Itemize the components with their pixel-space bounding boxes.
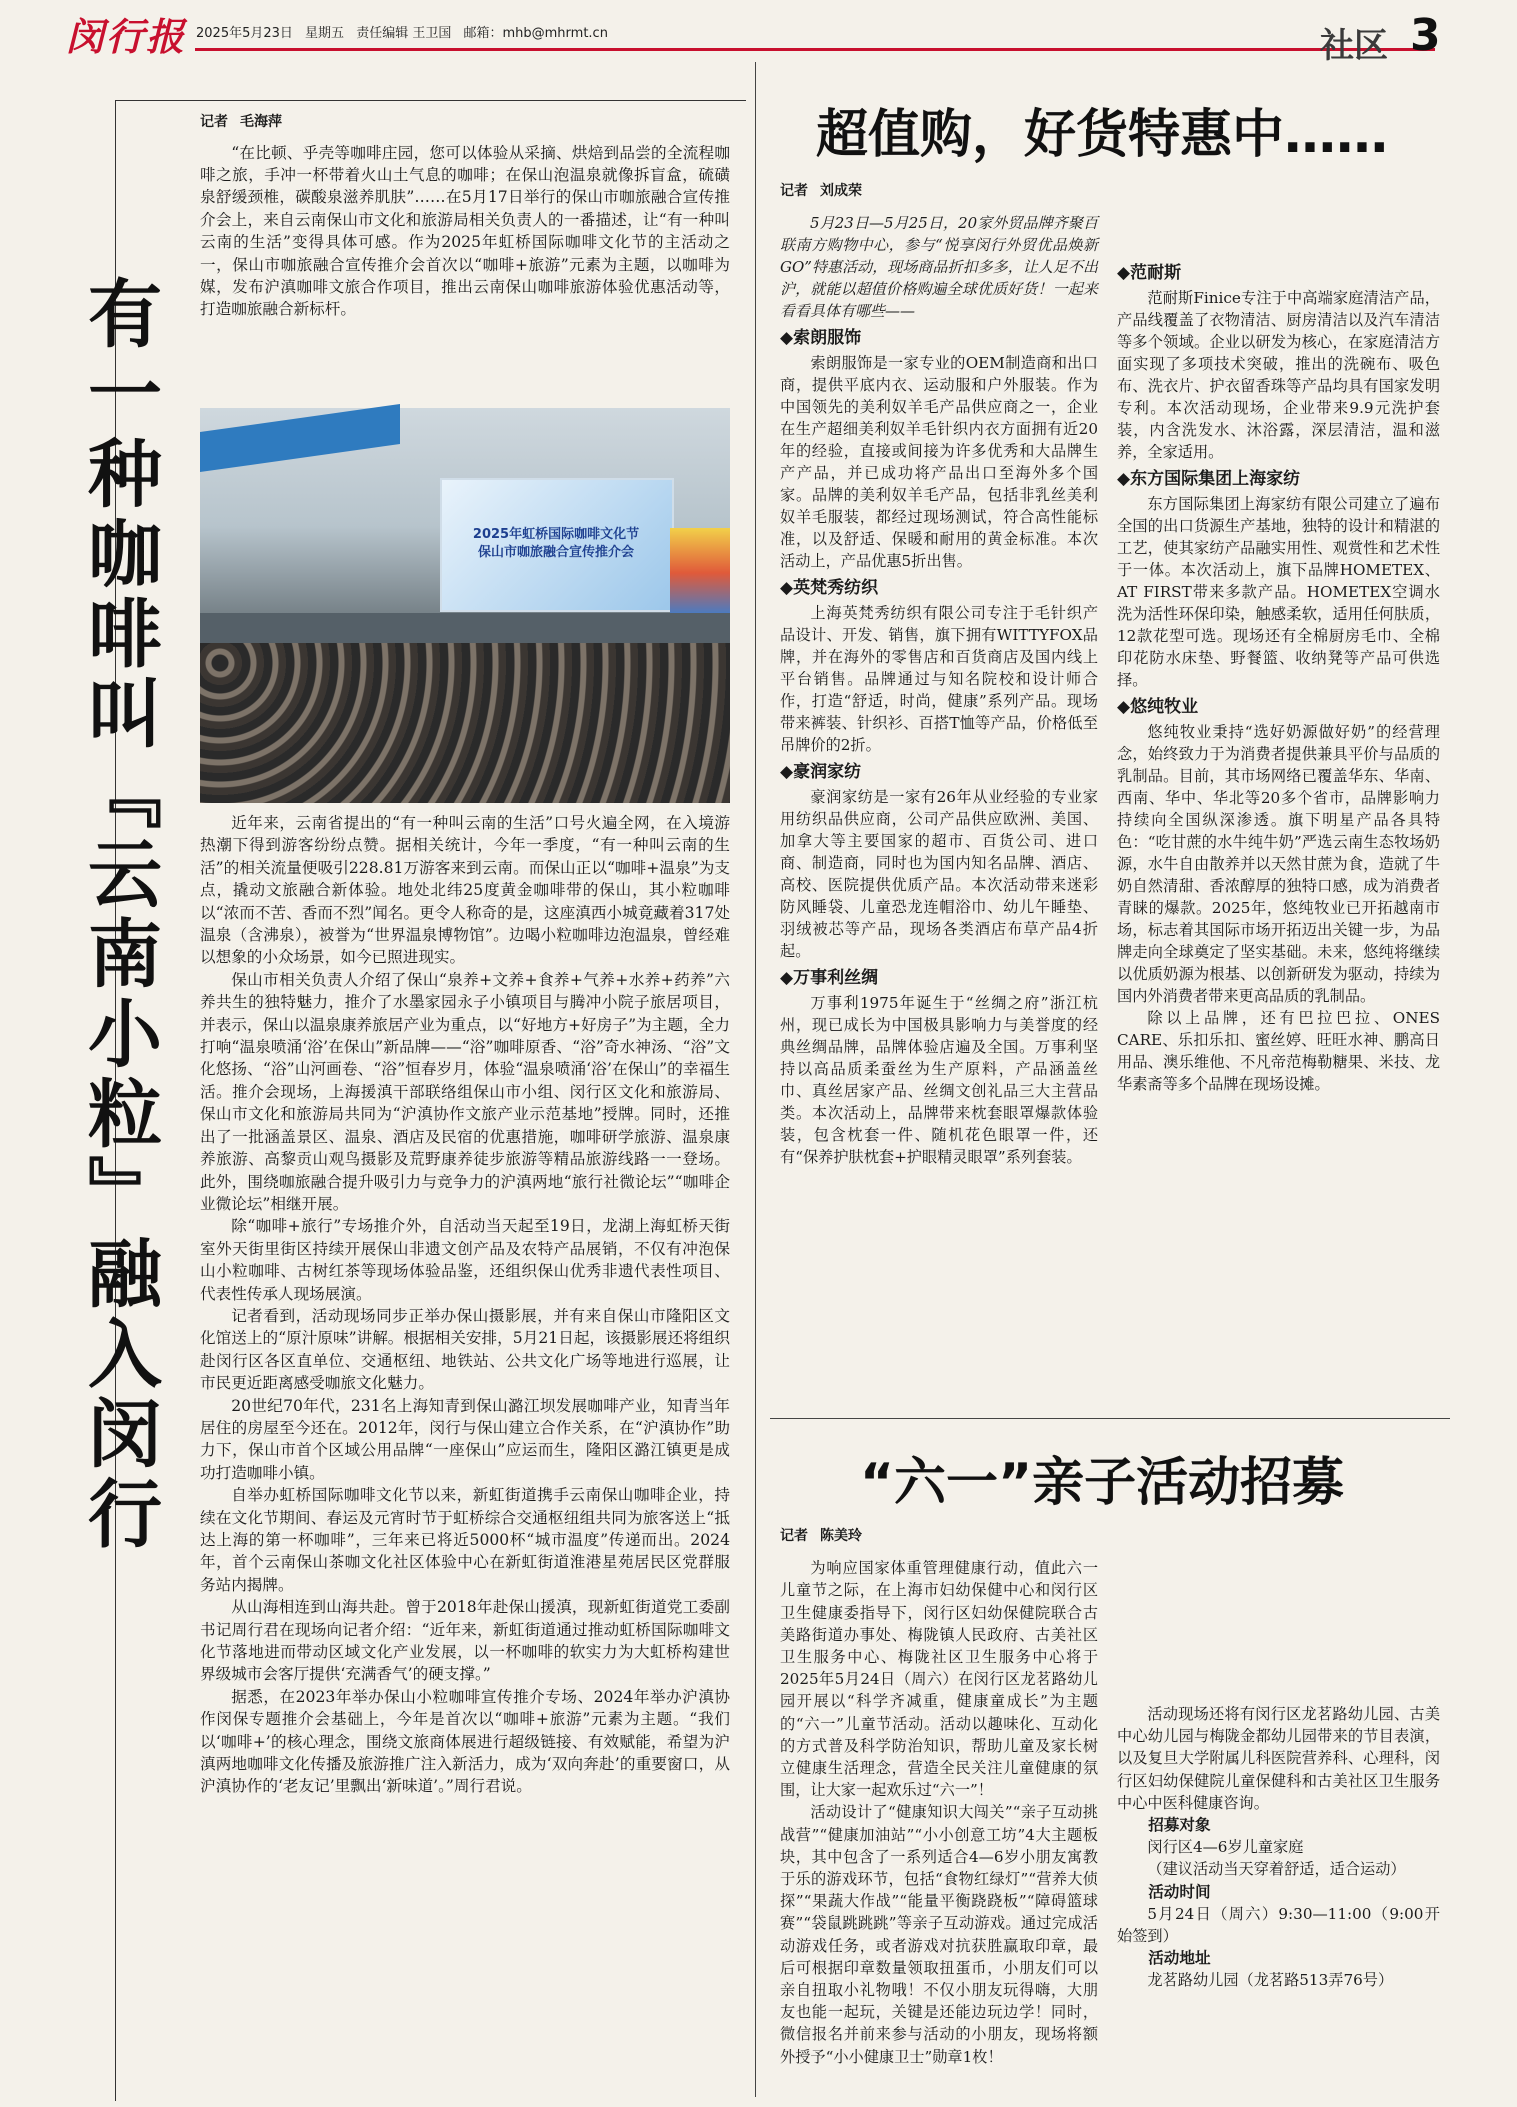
- photo-screen: [440, 478, 674, 612]
- byline-name: 陈美玲: [820, 1528, 862, 1544]
- article3-paragraph: 活动现场还将有闵行区龙茗路幼儿园、古美中心幼儿园与梅陇金都幼儿园带来的节目表演，以及复旦大学附属儿科医院营养科、心理科，闵行区妇幼保健院儿童保健科和古美社区卫生服务中心中医科健康咨询。: [1117, 1705, 1440, 1812]
- email: 邮箱：mhb@mhrmt.cn: [463, 26, 608, 41]
- masthead: [0, 0, 1517, 66]
- brand-text: 上海英梵秀纺织有限公司专注于毛针织产品设计、开发、销售，旗下拥有WITTYFOX品牌，并在海外的零售店和百货商店及国内线上平台销售。品牌通过与知名院校和设计师合作，打造“舒适，时尚，健康”系列产品。现场带来裤装、针织衫、百搭T恤等产品，价格低至吊牌价的2折。: [780, 604, 1098, 754]
- article3-paragraph: 活动设计了“健康知识大闯关”“亲子互动挑战营”“健康加油站”“小小创意工坊”4大主题板块，其中包含了一系列适合4—6岁小朋友寓教于乐的游戏环节，包括“食物红绿灯”“营养大侦探”“果蔬大作战”“能量平衡跷跷板”“障碍篮球赛”“袋鼠跳跳跳”等亲子互动游戏。通过完成活动游戏任务，或者游戏对抗获胜赢取印章，最后可根据印章数量领取扭蛋币，小朋友们可以亲自扭取小礼物哦！不仅小朋友玩得嗨，大朋友也能一起玩，关键是还能边玩边学！同时，微信报名并前来参与活动的小朋友，现场将额外授予“小小健康卫士”勋章1枚！: [780, 1803, 1098, 2066]
- section-divider: [770, 1418, 1450, 1419]
- brand-heading: ◆东方国际集团上海家纺: [1117, 469, 1301, 489]
- detail-note: （建议活动当天穿着舒适，适合运动）: [1147, 1860, 1406, 1879]
- brand-text: 范耐斯Finice专注于中高端家庭清洁产品，产品线覆盖了衣物清洁、厨房清洁以及汽车清洁等多个领域。企业以研发为核心，在家庭清洁方面实现了多项技术突破，推出的洗碗布、吸色布、洗衣片、护衣留香珠等产品均具有国家发明专利。本次活动现场，企业带来9.9元洗护套装，内含洗发水、沐浴露，深层清洁，温和滋养，全家适用。: [1117, 289, 1440, 461]
- brand-heading: ◆英梵秀纺织: [780, 578, 879, 598]
- detail-label: 活动地址: [1148, 1949, 1211, 1968]
- brand-text: 万事利1975年诞生于“丝绸之府”浙江杭州，现已成长为中国极具影响力与美誉度的经典丝绸品牌，品牌体验店遍及全国。万事利坚持以高品质柔蚕丝为生产原料，产品涵盖丝巾、真丝居家产品、丝绸文创礼品三大主营品类。本次活动上，品牌带来枕套眼罩爆款体验装，包含枕套一件、随机花色眼罩一件，还有“保养护肤枕套+护眼精灵眼罩”系列套装。: [780, 994, 1098, 1166]
- brand-text: 东方国际集团上海家纺有限公司建立了遍布全国的出口货源生产基地，独特的设计和精湛的工艺，使其家纺产品融实用性、观赏性和艺术性于一体。本次活动上，旗下品牌HOMETEX、AT FIRST带来多款产品。HOMETEX空调水洗为活性环保印染，触感柔软，适用任何肤质，12款花型可选。现场还有全棉厨房毛巾、全棉印花防水床垫、野餐篮、收纳凳等产品可供选择。: [1117, 495, 1440, 689]
- header-rule: [195, 48, 1435, 51]
- byline-label: 记者: [200, 114, 228, 130]
- page-number: 3: [1410, 10, 1441, 61]
- article2-title: 超值购，好货特惠中……: [815, 105, 1388, 165]
- article3-title: “六一”亲子活动招募: [859, 1453, 1345, 1513]
- article2-col1: [780, 180, 1098, 1168]
- article2-closing: 除以上品牌，还有巴拉巴拉、ONES CARE、乐扣乐扣、蜜丝婷、旺旺水神、鹏高日用品、澳乐维他、不凡帝范梅勒糖果、米技、龙华素斋等多个品牌在现场设摊。: [1117, 1009, 1440, 1093]
- article1-paragraphs: [200, 812, 730, 1798]
- photo-stage: [200, 613, 730, 643]
- brand-heading: ◆万事利丝绸: [780, 968, 879, 988]
- photo-caption-line1: 2025年虹桥国际咖啡文化节: [472, 527, 640, 542]
- detail-label: 招募对象: [1148, 1816, 1211, 1835]
- column-divider: [755, 62, 756, 2097]
- byline-name: 毛海萍: [240, 114, 282, 130]
- issue-date: 2025年5月23日: [196, 26, 293, 41]
- article3-byline: [780, 1525, 1098, 1547]
- brand-heading: ◆悠纯牧业: [1117, 697, 1199, 717]
- article3-paragraph: 为响应国家体重管理健康行动，值此六一儿童节之际，在上海市妇幼保健中心和闵行区卫生健康委指导下，闵行区妇幼保健院联合古美路街道办事处、梅陇镇人民政府、古美社区卫生服务中心、梅陇社区卫生服务中心将于2025年5月24日（周六）在闵行区龙茗路幼儿园开展以“科学齐减重，健康童成长”为主题的“六一”儿童节活动。活动以趣味化、互动化的方式普及科学防治知识，帮助儿童及家长树立健康生活理念，营造全民关注儿童健康的氛围，让大家一起欢乐过“六一”！: [780, 1559, 1098, 1800]
- article1-paragraph: 从山海相连到山海共赴。曾于2018年赴保山援滇，现新虹街道党工委副书记周行君在现场向记者介绍：“近年来，新虹街道通过推动虹桥国际咖啡文化节落地进而带动区域文化产业发展，以一杯咖啡的软实力为大虹桥构建世界级城市会客厅提供‘充满香气’的硬支撑。”: [200, 1598, 730, 1684]
- photo-crowd: [200, 643, 730, 803]
- article3-col2: [1117, 1525, 1440, 1992]
- issue-info: [196, 22, 616, 41]
- byline-name: 刘成荣: [820, 183, 862, 199]
- brand-text: 豪润家纺是一家有26年从业经验的专业家用纺织品供应商，公司产品供应欧洲、美国、加拿大等主要国家的超市、百货公司、进口商、制造商，同时也为国内知名品牌、酒店、高校、医院提供优质产品。本次活动带来迷彩防风睡袋、儿童恐龙连帽浴巾、幼儿午睡垫、羽绒被芯等产品，现场各类酒店布草产品4折起。: [780, 788, 1098, 960]
- byline-label: 记者: [780, 183, 808, 199]
- article1-paragraph: 近年来，云南省提出的“有一种叫云南的生活”口号火遍全网，在入境游热潮下得到游客纷纷点赞。据相关统计，今年一季度，“有一种叫云南的生活”的相关流量便吸引228.81万游客来到云南。而保山正以“咖啡+温泉”为支点，撬动文旅融合新体验。地处北纬25度黄金咖啡带的保山，其小粒咖啡以“浓而不苦、香而不烈”闻名。更令人称奇的是，这座滇西小城竟藏着317处温泉（含沸泉），被誉为“世界温泉博物馆”。边喝小粒咖啡边泡温泉，曾经难以想象的小众场景，如今已照进现实。: [200, 814, 730, 967]
- byline-label: 记者: [780, 1528, 808, 1544]
- editor: 责任编辑 王卫国: [356, 26, 452, 41]
- brand-text: 悠纯牧业秉持“选好奶源做好奶”的经营理念，始终致力于为消费者提供兼具平价与品质的乳制品。目前，其市场网络已覆盖华东、华南、西南、华中、华北等20多个省市，品牌影响力持续向全国纵深渗透。旗下明星产品各具特色：“吃甘蔗的水牛纯牛奶”严选云南生态牧场奶源，水牛自由散养并以天然甘蔗为食，造就了牛奶自然清甜、香浓醇厚的独特口感，成为消费者青睐的爆款。2025年，悠纯牧业已开拓越南市场，标志着其国际市场开拓迈出关键一步，为品牌走向全球奠定了坚实基础。未来，悠纯将继续以优质奶源为根基、以创新研发为驱动，持续为国内外消费者带来更高品质的乳制品。: [1117, 723, 1440, 1005]
- article2-byline: [780, 180, 1098, 202]
- detail-value: 闵行区4—6岁儿童家庭: [1147, 1838, 1304, 1857]
- article1-paragraph: 20世纪70年代，231名上海知青到保山潞江坝发展咖啡产业，知青当年居住的房屋至今还在。2012年，闵行与保山建立合作关系，在“沪滇协作”助力下，保山市首个区域公用品牌“一座保山”应运而生，隆阳区潞江镇更是成功打造咖啡小镇。: [200, 1396, 730, 1482]
- photo-banner: [200, 404, 400, 472]
- article1-paragraph: 自举办虹桥国际咖啡文化节以来，新虹街道携手云南保山咖啡企业，持续在文化节期间、春运及元宵时节于虹桥综合交通枢纽组共同为旅客送上“抵达上海的第一杯咖啡”，三年来已将近5000杯“城市温度”传递而出。2024年，首个云南保山茶咖文化社区体验中心在新虹街道淮港星苑居民区党群服务站内揭牌。: [200, 1486, 730, 1594]
- article1-intro: “在比顿、乎壳等咖啡庄园，您可以体验从采摘、烘焙到品尝的全流程咖啡之旅，手冲一杯带着火山土气息的咖啡；在保山泡温泉就像拆盲盒，硫磺泉舒缓颈椎，碳酸泉滋养肌肤”……在5月17日举行的保山市咖旅融合宣传推介会上，来自云南保山市文化和旅游局相关负责人的一番描述，让“有一种叫云南的生活”变得具体可感。作为2025年虹桥国际咖啡文化节的主活动之一，保山市咖旅融合宣传推介会首次以“咖啡+旅游”元素为主题，以咖啡为媒，发布沪滇咖啡文旅合作项目，推出云南保山咖啡旅游体验优惠活动等，打造咖旅融合新标杆。: [200, 143, 730, 319]
- article2-col2: [1117, 180, 1440, 1095]
- article1-title: 有一种咖啡叫『云南小粒』融入闵行: [76, 275, 162, 1555]
- section-name: 社区: [1320, 26, 1388, 66]
- brand-heading: ◆索朗服饰: [780, 328, 862, 348]
- detail-label: 活动时间: [1148, 1882, 1211, 1901]
- photo-mural: [670, 528, 730, 618]
- issue-weekday: 星期五: [305, 26, 345, 41]
- article1-paragraph: 记者看到，活动现场同步正举办保山摄影展，并有来自保山市隆阳区文化馆送上的“原汁原味”讲解。根据相关安排，5月21日起，该摄影展还将组织赴闵行区各区直单位、交通枢纽、地铁站、公共文化广场等地进行巡展，让市民更近距离感受咖旅文化魅力。: [200, 1306, 730, 1393]
- article1-byline: [200, 111, 730, 134]
- detail-value: 5月24日（周六）9:30—11:00（9:00开始签到）: [1117, 1904, 1440, 1946]
- article1-paragraph: 除“咖啡+旅行”专场推介外，自活动当天起至19日，龙湖上海虹桥天街室外天街里街区持续开展保山非遗文创产品及农特产品展销，不仅有冲泡保山小粒咖啡、古树红茶等现场体验品鉴，还组织保山优秀非遗代表性项目、代表性传承人现场展演。: [200, 1217, 730, 1303]
- article1-body: [200, 111, 730, 321]
- article1-paragraph: 保山市相关负责人介绍了保山“泉养+文养+食养+气养+水养+药养”六养共生的独特魅力，推介了水墨家园永子小镇项目与腾冲小院子旅居项目，并表示，保山以温泉康养旅居产业为重点，以“好地方+好房子”为主题，全力打响“温泉喷涌‘浴’在保山”新品牌——“浴”咖啡原香、“浴”奇水神汤、“浴”文化悠扬、“浴”山河画卷、“浴”恒春岁月，体验“温泉喷涌‘浴’在保山”的幸福生活。推介会现场，上海援滇干部联络组保山市小组、闵行区文化和旅游局、保山市文化和旅游局共同为“沪滇协作文旅产业示范基地”授牌。同时，还推出了一批涵盖景区、温泉、酒店及民宿的优惠措施，咖啡研学旅游、温泉康养旅游、高黎贡山观鸟摄影及荒野康养徒步旅游等精品旅游线路一一登场。此外，围绕咖旅融合提升吸引力与竞争力的沪滇两地“旅行社微论坛”“咖啡企业微论坛”相继开展。: [200, 970, 730, 1213]
- newspaper-logo: 闵行报: [66, 14, 187, 59]
- detail-value: 龙茗路幼儿园（龙茗路513弄76号）: [1147, 1971, 1394, 1990]
- brand-text: 索朗服饰是一家专业的OEM制造商和出口商，提供平底内衣、运动服和户外服装。作为中国领先的美利奴羊毛产品供应商之一，企业在生产超细美利奴羊毛针织内衣方面拥有近20年的经验，直接或间接为许多优秀和大品牌生产产品，并已成功将产品出口至海外多个国家。品牌的美利奴羊毛产品，包括非乳丝美利奴羊毛服装，都经过现场测试，符合高性能标准，以及舒适、保暖和耐用的黄金标准。本次活动上，产品优惠5折出售。: [780, 354, 1098, 570]
- photo-caption-line2: 保山市咖旅融合宣传推介会: [477, 545, 634, 560]
- brand-heading: ◆豪润家纺: [780, 762, 862, 782]
- article1-paragraph: 据悉，在2023年举办保山小粒咖啡宣传推介专场、2024年举办沪滇协作闵保专题推介会基础上，今年是首次以“咖啡+旅游”元素为主题。“我们以‘咖啡+’的核心理念，围绕文旅商体展进行超级链接、有效赋能，希望为沪滇两地咖啡文化传播及旅游推广注入新活力，成为‘双向奔赴’的重要窗口，从沪滇协作的‘老友记’里飘出‘新味道’。”周行君说。: [200, 1687, 730, 1796]
- brand-heading: ◆范耐斯: [1117, 263, 1182, 283]
- event-photo: [200, 408, 730, 801]
- article2-intro: 5月23日—5月25日，20家外贸品牌齐聚百联南方购物中心，参与“悦享闵行外贸优品焕新GO”特惠活动，现场商品折扣多多，让人足不出沪，就能以超值价格购遍全球优质好货！一起来看看具体有哪些——: [780, 214, 1098, 320]
- article3-col1: [780, 1525, 1098, 2066]
